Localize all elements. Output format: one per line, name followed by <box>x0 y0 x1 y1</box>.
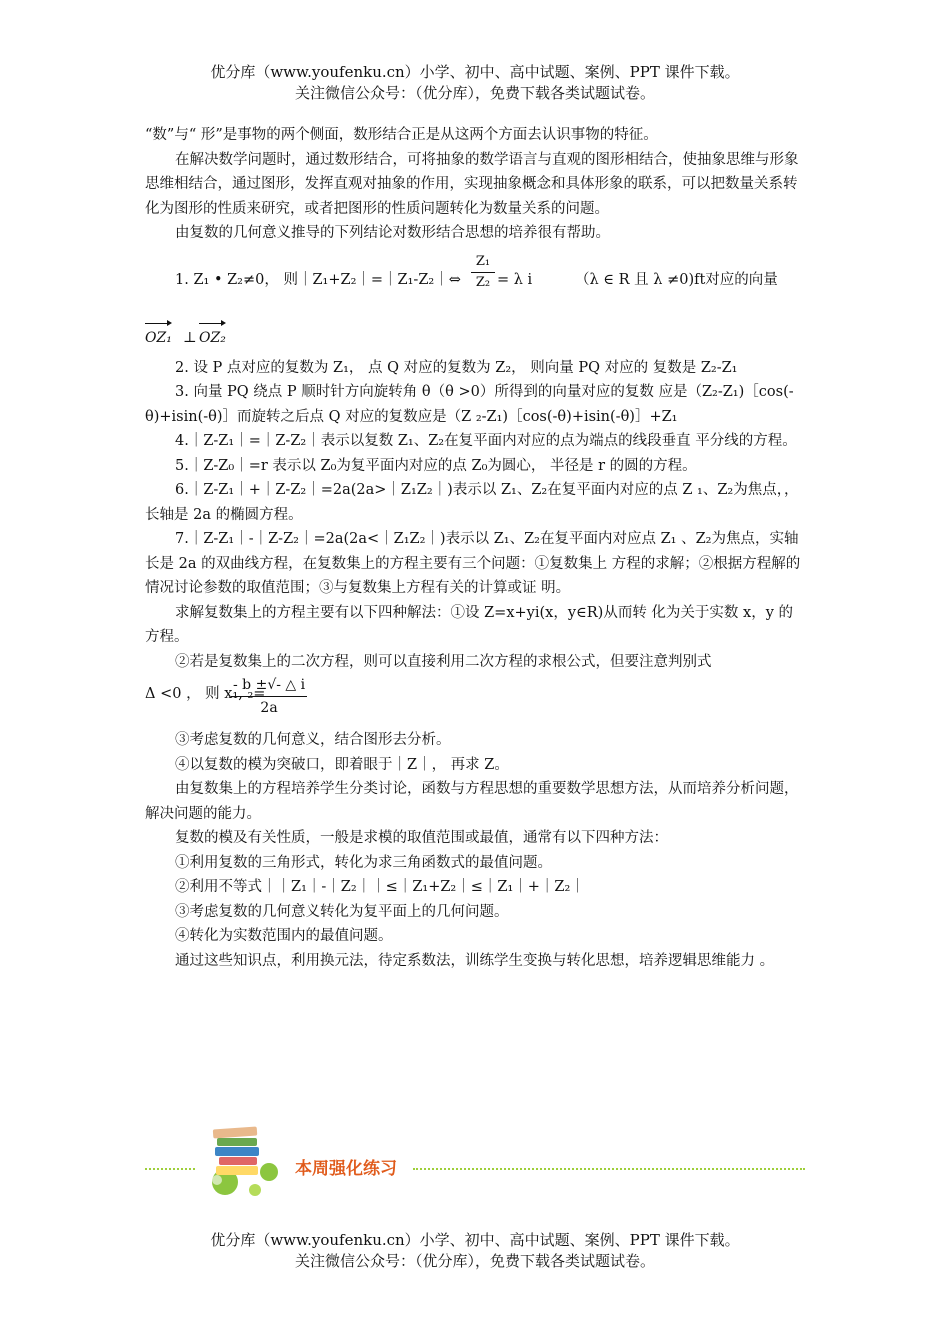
fraction-numerator: Z₁ <box>471 252 495 273</box>
paragraph-modulus: 复数的模及有关性质，一般是求模的取值范围或最值，通常有以下四种方法： <box>175 830 668 846</box>
books-icon <box>203 1120 293 1200</box>
formula-1-fraction <box>471 252 495 293</box>
modulus-method-4: ④转化为实数范围内的最值问题。 <box>175 928 393 944</box>
footer-line-1: 优分库（www.youfenku.cn）小学、初中、高中试题、案例、PPT 课件下载。 <box>210 1231 740 1249</box>
vector-oz1: OZ₁ <box>145 326 172 351</box>
method-3: ③考虑复数的几何意义，结合图形去分析。 <box>175 732 451 748</box>
fraction-denominator: Z₂ <box>475 274 491 290</box>
banner-title: 本周强化练习 <box>295 1159 397 1179</box>
paragraph-conclusions: 由复数的几何意义推导的下列结论对数形结合思想的培养很有帮助。 <box>175 225 610 241</box>
vector-oz2: OZ₂ <box>199 326 226 351</box>
perpendicular-symbol: ⊥ <box>183 329 197 346</box>
article-body <box>145 123 807 973</box>
page-footer <box>0 1230 950 1272</box>
quadratic-formula <box>145 674 807 728</box>
item-6: 6.｜Z-Z₁｜+｜Z-Z₂｜=2a(2a>｜Z₁Z₂｜)表示以 Z₁、Z₂在复平面内对应的点 Z ₁、Z₂为焦点，，长轴是 2a 的椭圆方程。 <box>145 482 799 523</box>
paragraph-solve: 求解复数集上的方程主要有以下四种解法：①设 Z=x+yi(x，y∈R)从而转 化为关于实数 x，y 的方程。 <box>145 604 794 645</box>
modulus-method-2: ②利用不等式｜｜Z₁｜-｜Z₂｜｜≤｜Z₁+Z₂｜≤｜Z₁｜+｜Z₂｜ <box>175 879 585 895</box>
exercise-banner <box>145 1120 805 1200</box>
paragraph-closing: 通过这些知识点，利用换元法，待定系数法，训练学生变换与转化思想，培养逻辑思维能力 。 <box>175 952 775 969</box>
header-line-1: 优分库（www.youfenku.cn）小学、初中、高中试题、案例、PPT 课件下载。 <box>210 63 740 81</box>
quadratic-denominator: 2a <box>260 700 278 716</box>
footer-line-2: 关注微信公众号：（优分库），免费下载各类试题试卷。 <box>294 1252 655 1270</box>
page-header <box>0 62 950 104</box>
item-5: 5.｜Z-Z₀｜=r 表示以 Z₀为复平面内对应的点 Z₀为圆心， 半径是 r 的圆的方程。 <box>175 457 697 474</box>
formula-1 <box>145 253 807 308</box>
modulus-method-3: ③考虑复数的几何意义转化为复平面上的几何问题。 <box>175 903 509 920</box>
item-3: 3. 向量 PQ 绕点 P 顺时针方向旋转角 θ（θ >0）所得到的向量对应的复数 应是（Z₂-Z₁)［cos(-θ)+isin(-θ)］而旋转之后点 Q 对应的复数应是（Z ₂-Z₁)［cos(-θ)+isin(-θ)］+Z₁ <box>145 384 794 425</box>
paragraph-quadratic: ②若是复数集上的二次方程，则可以直接利用二次方程的求根公式，但要注意判别式 <box>175 653 712 670</box>
header-line-2: 关注微信公众号：（优分库），免费下载各类试题试卷。 <box>294 84 655 102</box>
modulus-method-1: ①利用复数的三角形式，转化为求三角函数式的最值问题。 <box>175 854 552 871</box>
method-4: ④以复数的模为突破口，即着眼于｜Z｜， 再求 Z。 <box>175 756 509 773</box>
quadratic-lead: Δ <0 ， 则 x₁, ₂= <box>145 686 266 702</box>
formula-1-left: 1. Z₁ • Z₂≠0， 则｜Z₁+Z₂｜=｜Z₁-Z₂｜⇔ <box>175 271 461 288</box>
item-2: 2. 设 P 点对应的复数为 Z₁， 点 Q 对应的复数为 Z₂， 则向量 PQ 对应的 复数是 Z₂-Z₁ <box>175 359 738 376</box>
item-7: 7.｜Z-Z₁｜-｜Z-Z₂｜=2a(2a<｜Z₁Z₂｜)表示以 Z₁、Z₂在复平面内对应点 Z₁ 、Z₂为焦点，实轴长是 2a 的双曲线方程，在复数集上的方程主要有三个问题：①复数集上 方程的求解；②根据方程解的情况讨论参数的取值范围；③与复数集上方程有关的计算或证 明。 <box>145 531 801 596</box>
item-4: 4.｜Z-Z₁｜=｜Z-Z₂｜表示以复数 Z₁、Z₂在复平面内对应的点为端点的线段垂直 平分线的方程。 <box>175 433 797 449</box>
paragraph-intro: “数”与“ 形”是事物的两个侧面，数形结合正是从这两个方面去认识事物的特征。 <box>145 127 658 143</box>
quadratic-fraction <box>231 674 307 719</box>
formula-1-mid: = λ i <box>497 271 533 288</box>
paragraph-training: 由复数集上的方程培养学生分类讨论，函数与方程思想的重要数学思想方法，从而培养分析问题，解决问题的能力。 <box>145 781 799 822</box>
banner-dotted-line-right <box>413 1168 805 1170</box>
banner-dotted-line-left <box>145 1168 195 1170</box>
paragraph-method: 在解决数学问题时，通过数形结合，可将抽象的数学语言与直观的图形相结合，使抽象思维与形象思维相结合，通过图形，发挥直观对抽象的作用，实现抽象概念和具体形象的联系，可以把数量关系转化为图形的性质来研究，或者把图形的性质问题转化为数量关系的问题。 <box>145 151 799 217</box>
vector-perpendicular <box>145 308 807 356</box>
formula-1-right: （λ ∈ R 且 λ ≠0)ft对应的向量 <box>575 271 778 288</box>
quadratic-numerator: - b ±√- △ i <box>231 674 307 697</box>
